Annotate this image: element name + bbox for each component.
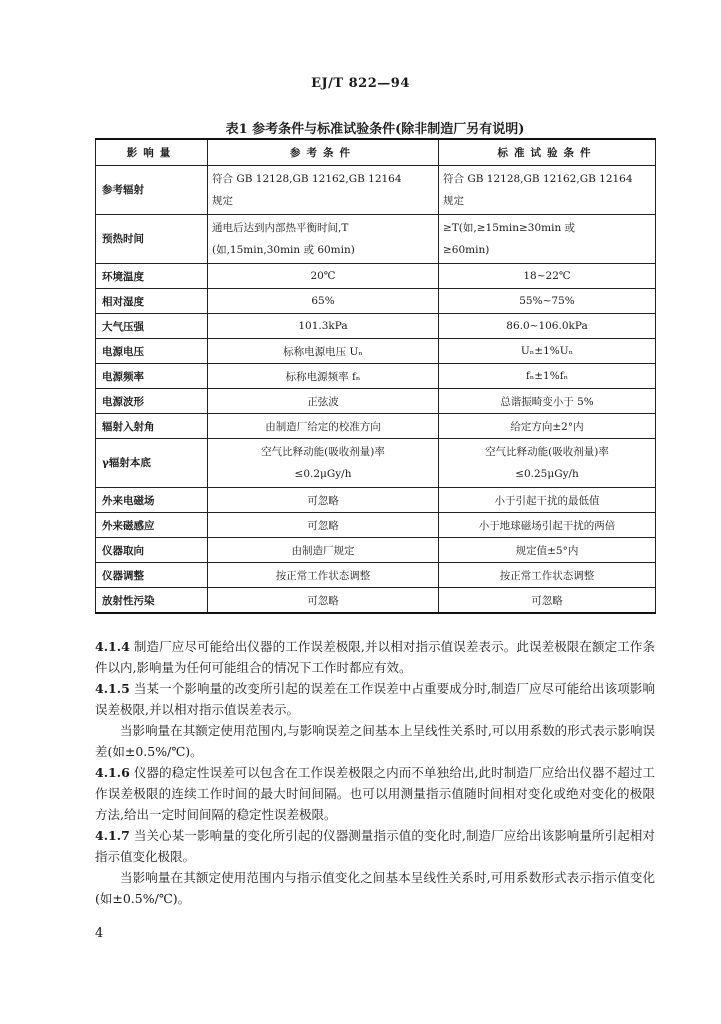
table-row (96, 439, 656, 488)
standard-condition-cell (439, 488, 656, 513)
paragraph-4-1-6 (95, 762, 655, 825)
reference-condition-cell (208, 513, 439, 538)
column-header-influence: 影响量 (96, 139, 208, 166)
cell-line: 可忽略 (307, 594, 339, 607)
reference-condition-cell (208, 563, 439, 588)
cell-line: 可忽略 (531, 594, 563, 607)
paragraph-text: 制造厂应尽可能给出仪器的工作误差极限,并以相对指示值误差表示。此误差极限在额定工作条件以内,影响量为任何可能组合的情况下工作时都应有效。 (95, 639, 655, 675)
table-row (96, 215, 656, 264)
cell-line: 通电后达到内部热平衡时间,T (212, 222, 349, 234)
table-row (96, 364, 656, 389)
influence-quantity-cell: 大气压强 (96, 314, 208, 339)
cell-line: 由制造厂规定 (291, 544, 355, 557)
reference-condition-cell (208, 538, 439, 563)
body-text (95, 636, 655, 909)
table-row (96, 563, 656, 588)
cell-line: 标称电源频率 fₙ (285, 370, 361, 383)
cell-line: 小于引起干扰的最低值 (494, 494, 600, 507)
cell-line: 55%~75% (519, 295, 575, 307)
reference-condition-cell (208, 439, 439, 488)
reference-condition-cell (208, 389, 439, 414)
table-row (96, 314, 656, 339)
standard-condition-cell (439, 364, 656, 389)
cell-line: 18~22℃ (523, 270, 571, 282)
cell-line: 86.0~106.0kPa (506, 320, 588, 332)
influence-quantity-cell: 电源波形 (96, 389, 208, 414)
paragraph-4-1-5-continued: 当影响量在其额定使用范围内,与影响误差之间基本上呈线性关系时,可以用系数的形式表示影响误差(如±0.5%/℃)。 (95, 723, 655, 759)
paragraph-text: 仪器的稳定性误差可以包含在工作误差极限之内而不单独给出,此时制造厂应给出仪器不超过工作误差极限的连续工作时间的最大时间间隔。也可以用测量指示值随时间相对变化或绝对变化的极限方法,给出一定时间间隔的稳定性误差极限。 (95, 765, 655, 822)
standard-condition-cell (439, 166, 656, 215)
reference-condition-cell (208, 414, 439, 439)
cell-line: Uₙ±1%Uₙ (520, 345, 574, 357)
standard-condition-cell (439, 289, 656, 314)
cell-line: 规定 (212, 195, 233, 207)
influence-quantity-cell: 相对湿度 (96, 289, 208, 314)
standard-condition-cell (439, 439, 656, 488)
cell-line: 规定 (443, 195, 464, 207)
paragraph-text: 当关心某一影响量的变化所引起的仪器测量指示值的变化时,制造厂应给出该影响量所引起相对指示值变化极限。 (95, 828, 655, 864)
cell-line: 符合 GB 12128,GB 12162,GB 12164 (443, 173, 633, 185)
standard-condition-cell (439, 264, 656, 289)
standard-condition-cell (439, 215, 656, 264)
column-header-standard: 标准试验条件 (439, 139, 656, 166)
influence-quantity-cell: 仪器取向 (96, 538, 208, 563)
table-row (96, 389, 656, 414)
table-row (96, 414, 656, 439)
cell-line: 由制造厂给定的校准方向 (265, 420, 381, 433)
cell-line: 按正常工作状态调整 (499, 569, 595, 582)
cell-line: fₙ±1%fₙ (525, 370, 569, 382)
paragraph-4-1-5 (95, 678, 655, 720)
influence-quantity-cell: 参考辐射 (96, 166, 208, 215)
document-code-header: EJ/T 822—94 (311, 76, 410, 91)
paragraph-4-1-7 (95, 825, 655, 867)
cell-line: 小于地球磁场引起干扰的两倍 (478, 519, 616, 532)
clause-number: 4.1.5 (95, 681, 130, 696)
influence-quantity-cell: 电源频率 (96, 364, 208, 389)
clause-number: 4.1.6 (95, 765, 130, 780)
reference-condition-cell (208, 588, 439, 614)
influence-quantity-cell: 仪器调整 (96, 563, 208, 588)
reference-conditions-table (95, 138, 656, 614)
influence-quantity-cell: 辐射入射角 (96, 414, 208, 439)
table-row (96, 588, 656, 614)
standard-condition-cell (439, 389, 656, 414)
paragraph-4-1-7-continued: 当影响量在其额定使用范围内与指示值变化之间基本呈线性关系时,可用系数形式表示指示值变化(如±0.5%/℃)。 (95, 870, 655, 906)
influence-quantity-cell: γ辐射本底 (96, 439, 208, 488)
cell-line: 给定方向±2°内 (510, 420, 584, 433)
cell-line: ≤0.2μGy/h (294, 468, 352, 480)
table-row (96, 289, 656, 314)
influence-quantity-cell: 预热时间 (96, 215, 208, 264)
table-row (96, 339, 656, 364)
page-number: 4 (95, 926, 104, 941)
reference-condition-cell (208, 339, 439, 364)
cell-line: 按正常工作状态调整 (275, 569, 371, 582)
standard-condition-cell (439, 414, 656, 439)
cell-line: 正弦波 (307, 395, 339, 408)
reference-condition-cell (208, 364, 439, 389)
column-header-reference: 参考条件 (208, 139, 439, 166)
table-header-row (96, 139, 656, 166)
cell-line: 符合 GB 12128,GB 12162,GB 12164 (212, 173, 402, 185)
clause-number: 4.1.7 (95, 828, 130, 843)
cell-line: 65% (311, 295, 335, 307)
reference-condition-cell (208, 215, 439, 264)
cell-line: ≥60min) (443, 244, 490, 256)
table-row (96, 488, 656, 513)
cell-line: 规定值±5°内 (515, 544, 579, 557)
cell-line: 101.3kPa (298, 320, 348, 332)
influence-quantity-cell: 放射性污染 (96, 588, 208, 614)
cell-line: ≤0.25μGy/h (515, 468, 579, 480)
table-row (96, 513, 656, 538)
table-row (96, 264, 656, 289)
standard-condition-cell (439, 513, 656, 538)
influence-quantity-cell: 电源电压 (96, 339, 208, 364)
table-caption: 表1 参考条件与标准试验条件(除非制造厂另有说明) (225, 122, 525, 137)
reference-condition-cell (208, 314, 439, 339)
cell-line: 可忽略 (307, 494, 339, 507)
influence-quantity-cell: 外来电磁场 (96, 488, 208, 513)
standard-condition-cell (439, 314, 656, 339)
cell-line: 空气比释动能(吸收剂量)率 (261, 446, 385, 458)
cell-line: (如,15min,30min 或 60min) (212, 244, 355, 256)
standard-condition-cell (439, 339, 656, 364)
paragraph-4-1-4 (95, 636, 655, 678)
influence-quantity-cell: 环境温度 (96, 264, 208, 289)
table-row (96, 166, 656, 215)
cell-line: 标称电源电压 Uₙ (283, 345, 363, 358)
cell-line: 可忽略 (307, 519, 339, 532)
reference-condition-cell (208, 264, 439, 289)
influence-quantity-cell: 外来磁感应 (96, 513, 208, 538)
reference-condition-cell (208, 289, 439, 314)
cell-line: 总谐振畸变小于 5% (500, 395, 594, 408)
reference-condition-cell (208, 488, 439, 513)
standard-condition-cell (439, 588, 656, 614)
cell-line: 空气比释动能(吸收剂量)率 (485, 446, 609, 458)
standard-condition-cell (439, 538, 656, 563)
paragraph-text: 当某一个影响量的改变所引起的误差在工作误差中占重要成分时,制造厂应尽可能给出该项影响误差极限,并以相对指示值误差表示。 (95, 681, 655, 717)
table-row (96, 538, 656, 563)
clause-number: 4.1.4 (95, 639, 130, 654)
cell-line: ≥T(如,≥15min≥30min 或 (443, 222, 576, 234)
cell-line: 20℃ (310, 270, 336, 282)
reference-condition-cell (208, 166, 439, 215)
standard-condition-cell (439, 563, 656, 588)
